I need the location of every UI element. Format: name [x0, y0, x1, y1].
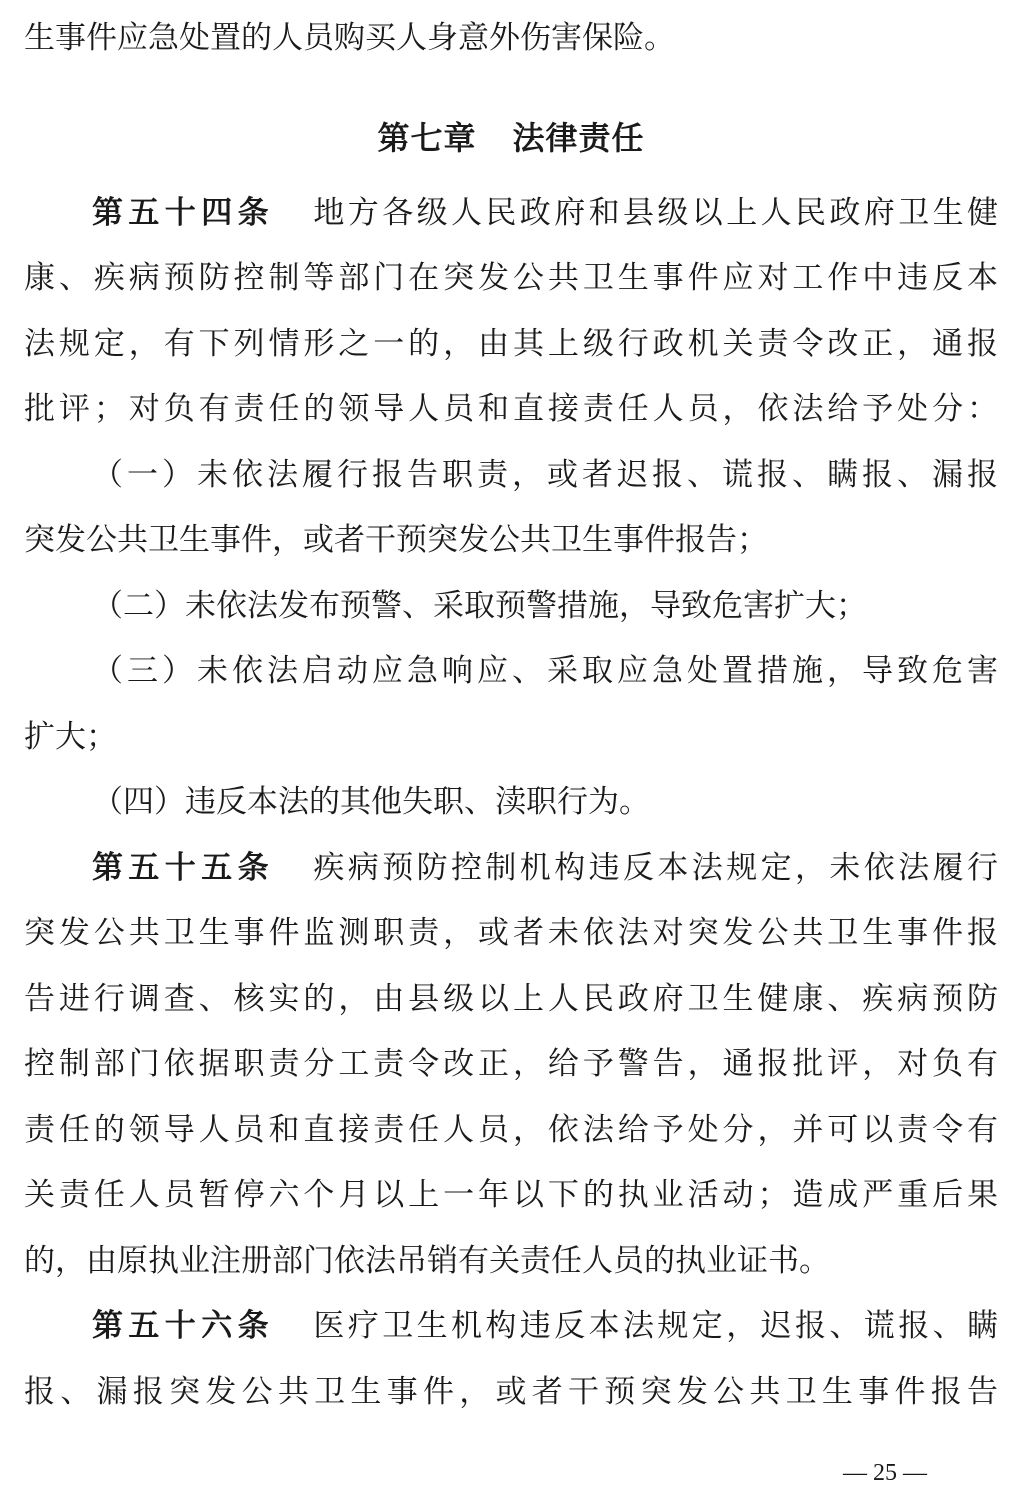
text-line: [24, 967, 998, 1033]
text-line: [24, 508, 998, 574]
text-line: [24, 1032, 998, 1098]
line-text: 法规定，有下列情形之一的，由其上级行政机关责令改正，通报: [24, 325, 998, 362]
article-56-label: 第五十六条: [92, 1308, 274, 1344]
line-text: 疾病预防控制机构违反本法规定，未依法履行: [310, 849, 998, 886]
text-line: [24, 6, 998, 72]
line-text: （三）未依法启动应急响应、采取应急处置措施，导致危害: [92, 653, 998, 689]
text-line: [24, 246, 998, 312]
line-text: 康、疾病预防控制等部门在突发公共卫生事件应对工作中违反本: [24, 260, 998, 296]
list-item-3: [24, 639, 998, 705]
text-line: [24, 1163, 998, 1229]
article-54-label: 第五十四条: [92, 194, 274, 231]
text-line: [24, 1098, 998, 1164]
text-line: [24, 312, 998, 378]
line-text: 扩大；: [24, 718, 117, 755]
article-56-first-line: [24, 1294, 998, 1360]
chapter-number: 第七章: [377, 118, 477, 157]
text-line: [24, 377, 998, 443]
line-text: （四）违反本法的其他失职、渎职行为。: [92, 784, 650, 820]
line-text: 报、漏报突发公共卫生事件，或者干预突发公共卫生事件报告: [24, 1373, 998, 1410]
text-line: [24, 705, 998, 771]
chapter-heading: [24, 105, 998, 171]
text-line: [24, 1360, 998, 1426]
article-54-first-line: [24, 181, 998, 247]
list-item-1: [24, 443, 998, 509]
text-line: [24, 1229, 998, 1295]
article-55-label: 第五十五条: [92, 849, 274, 886]
line-text: 医疗卫生机构违反本法规定，迟报、谎报、瞒: [310, 1308, 998, 1344]
line-text: 地方各级人民政府和县级以上人民政府卫生健: [310, 194, 998, 231]
line-text: 突发公共卫生事件监测职责，或者未依法对突发公共卫生事件报: [24, 915, 998, 951]
line-text: 的，由原执业注册部门依法吊销有关责任人员的执业证书。: [24, 1242, 830, 1279]
line-text: 突发公共卫生事件，或者干预突发公共卫生事件报告；: [24, 522, 768, 558]
article-55-first-line: [24, 836, 998, 902]
line-text: 批评；对负有责任的领导人员和直接责任人员，依法给予处分：: [24, 391, 998, 427]
chapter-title: 法律责任: [512, 118, 645, 157]
line-text: 生事件应急处置的人员购买人身意外伤害保险。: [24, 20, 675, 56]
page-number: — 25 —: [843, 1460, 927, 1486]
text-line: [24, 901, 998, 967]
line-text: 责任的领导人员和直接责任人员，依法给予处分，并可以责令有: [24, 1111, 998, 1148]
line-text: 告进行调查、核实的，由县级以上人民政府卫生健康、疾病预防: [24, 980, 998, 1017]
line-text: 关责任人员暂停六个月以上一年以下的执业活动；造成严重后果: [24, 1177, 998, 1213]
document-page: [24, 6, 998, 1425]
list-item-4: [24, 770, 998, 836]
line-text: 控制部门依据职责分工责令改正，给予警告，通报批评，对负有: [24, 1046, 998, 1082]
line-text: （二）未依法发布预警、采取预警措施，导致危害扩大；: [92, 587, 867, 624]
list-item-2: [24, 574, 998, 640]
line-text: （一）未依法履行报告职责，或者迟报、谎报、瞒报、漏报: [92, 456, 998, 493]
